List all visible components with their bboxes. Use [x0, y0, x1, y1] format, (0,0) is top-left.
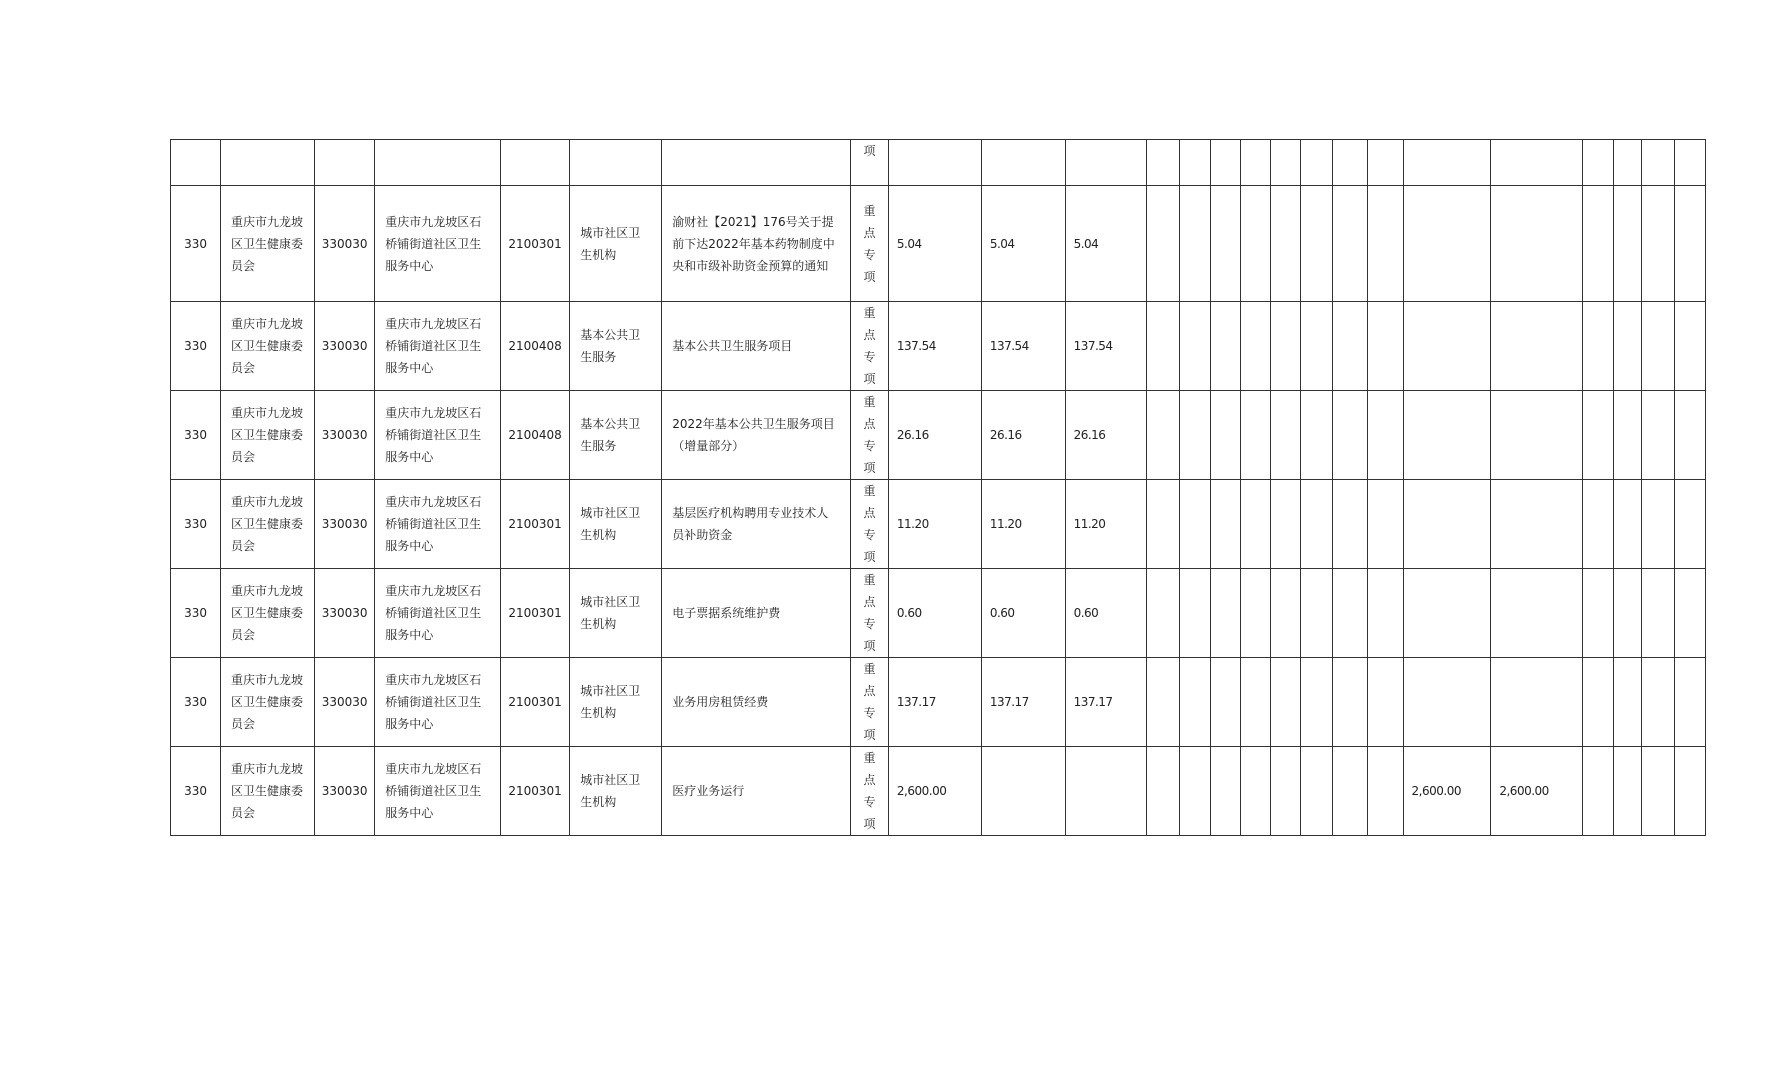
- cell-empty: [1270, 391, 1301, 480]
- cell-empty: [1613, 140, 1642, 186]
- type-char: 点: [863, 773, 876, 787]
- cell-empty: [1270, 658, 1301, 747]
- cell-project-type: [851, 186, 889, 302]
- cell-empty: [1241, 140, 1271, 186]
- cell-amount-d: [1491, 186, 1583, 302]
- cell-empty: [1367, 658, 1403, 747]
- table-row: [171, 658, 1706, 747]
- cell-total: 26.16: [888, 391, 981, 480]
- cell-empty: [981, 140, 1065, 186]
- cell-unit-code: 330030: [314, 480, 374, 569]
- type-char: 重: [863, 573, 876, 587]
- cell-empty: [1675, 480, 1706, 569]
- cell-empty: [1583, 140, 1614, 186]
- cell-empty: [1179, 658, 1210, 747]
- cell-empty: [1367, 302, 1403, 391]
- cell-func-name: 城市社区卫生机构: [570, 569, 662, 658]
- cell-empty: [1642, 391, 1675, 480]
- cell-empty: [888, 140, 981, 186]
- type-char: 重: [863, 662, 876, 676]
- cell-empty: [1675, 569, 1706, 658]
- cell-amount-d: [1491, 569, 1583, 658]
- cell-amount-a: 11.20: [981, 480, 1065, 569]
- cell-empty: [1179, 186, 1210, 302]
- cell-empty: [1367, 480, 1403, 569]
- type-char: 重: [863, 484, 876, 498]
- cell-unit-name: 重庆市九龙坡区石桥铺街道社区卫生服务中心: [375, 569, 501, 658]
- cell-project-name: 业务用房租赁经费: [662, 658, 851, 747]
- budget-table: [170, 139, 1706, 836]
- cell-empty: [1367, 747, 1403, 836]
- type-char: 项: [863, 817, 876, 831]
- cell-dept-name: 重庆市九龙坡区卫生健康委员会: [221, 302, 315, 391]
- type-char: 专: [863, 617, 876, 631]
- cell-empty: [1241, 186, 1271, 302]
- cell-empty: [1613, 391, 1642, 480]
- type-char: 点: [863, 595, 876, 609]
- cell-empty: [500, 140, 569, 186]
- table-row: [171, 186, 1706, 302]
- type-char: 专: [863, 247, 876, 262]
- cell-empty: [1241, 569, 1271, 658]
- cell-empty: [1642, 186, 1675, 302]
- cell-total: 2,600.00: [888, 747, 981, 836]
- cell-amount-d: [1491, 658, 1583, 747]
- type-char: 项: [863, 550, 876, 564]
- cell-unit-code: 330030: [314, 747, 374, 836]
- type-char: 点: [863, 684, 876, 698]
- cell-empty: [1147, 480, 1180, 569]
- cell-func-code: 2100408: [500, 302, 569, 391]
- cell-func-name: 城市社区卫生机构: [570, 658, 662, 747]
- cell-amount-b: 5.04: [1065, 186, 1147, 302]
- type-char: 点: [863, 417, 876, 431]
- cell-amount-b: [1065, 747, 1147, 836]
- cell-type-continuation: [851, 140, 889, 186]
- cell-empty: [1675, 140, 1706, 186]
- cell-func-code: 2100301: [500, 480, 569, 569]
- type-char: 点: [863, 328, 876, 342]
- cell-empty: [1147, 569, 1180, 658]
- cell-empty: [1270, 302, 1301, 391]
- cell-empty: [1301, 658, 1333, 747]
- cell-total: 0.60: [888, 569, 981, 658]
- type-char: 点: [863, 225, 876, 240]
- cell-dept-name: 重庆市九龙坡区卫生健康委员会: [221, 391, 315, 480]
- cell-empty: [1583, 302, 1614, 391]
- cell-empty: [1065, 140, 1147, 186]
- cell-dept-name: 重庆市九龙坡区卫生健康委员会: [221, 747, 315, 836]
- cell-dept-code: 330: [171, 747, 221, 836]
- cell-empty: [1270, 480, 1301, 569]
- cell-amount-b: 0.60: [1065, 569, 1147, 658]
- cell-empty: [1179, 747, 1210, 836]
- cell-dept-code: 330: [171, 186, 221, 302]
- cell-empty: [1301, 140, 1333, 186]
- cell-empty: [1210, 140, 1241, 186]
- cell-amount-b: 137.17: [1065, 658, 1147, 747]
- cell-empty: [1241, 302, 1271, 391]
- cell-empty: [1301, 569, 1333, 658]
- cell-amount-a: 5.04: [981, 186, 1065, 302]
- cell-empty: [1210, 302, 1241, 391]
- cell-dept-name: 重庆市九龙坡区卫生健康委员会: [221, 569, 315, 658]
- cell-empty: [1613, 480, 1642, 569]
- type-char: 专: [863, 439, 876, 453]
- cell-empty: [1613, 747, 1642, 836]
- cell-total: 137.54: [888, 302, 981, 391]
- type-char: 重: [863, 751, 876, 765]
- cell-empty: [1642, 658, 1675, 747]
- cell-empty: [570, 140, 662, 186]
- cell-func-name: 城市社区卫生机构: [570, 186, 662, 302]
- cell-func-code: 2100301: [500, 186, 569, 302]
- cell-empty: [1147, 391, 1180, 480]
- cell-func-name: 基本公共卫生服务: [570, 391, 662, 480]
- cell-func-code: 2100301: [500, 747, 569, 836]
- type-char: 项: [863, 372, 876, 386]
- type-char: 项: [863, 461, 876, 475]
- cell-empty: [662, 140, 851, 186]
- cell-dept-code: 330: [171, 569, 221, 658]
- cell-func-name: 城市社区卫生机构: [570, 747, 662, 836]
- cell-dept-code: 330: [171, 302, 221, 391]
- cell-amount-b: 11.20: [1065, 480, 1147, 569]
- cell-project-type: [851, 391, 889, 480]
- cell-empty: [1613, 186, 1642, 302]
- cell-unit-code: 330030: [314, 658, 374, 747]
- cell-empty: [1642, 140, 1675, 186]
- cell-unit-name: 重庆市九龙坡区石桥铺街道社区卫生服务中心: [375, 302, 501, 391]
- cell-empty: [1147, 747, 1180, 836]
- table-row: [171, 747, 1706, 836]
- cell-empty: [1675, 186, 1706, 302]
- cell-empty: [1179, 391, 1210, 480]
- cell-amount-c: 2,600.00: [1403, 747, 1491, 836]
- cell-amount-c: [1403, 480, 1491, 569]
- cell-empty: [1613, 302, 1642, 391]
- cell-amount-c: [1403, 569, 1491, 658]
- cell-amount-a: 137.17: [981, 658, 1065, 747]
- cell-func-code: 2100301: [500, 658, 569, 747]
- table-row: [171, 391, 1706, 480]
- cell-unit-name: 重庆市九龙坡区石桥铺街道社区卫生服务中心: [375, 391, 501, 480]
- cell-empty: [1301, 747, 1333, 836]
- cell-project-name: 基层医疗机构聘用专业技术人员补助资金: [662, 480, 851, 569]
- cell-empty: [1210, 480, 1241, 569]
- cell-empty: [1210, 569, 1241, 658]
- cell-project-name: 电子票据系统维护费: [662, 569, 851, 658]
- cell-unit-name: 重庆市九龙坡区石桥铺街道社区卫生服务中心: [375, 480, 501, 569]
- cell-func-code: 2100408: [500, 391, 569, 480]
- type-char: 专: [863, 795, 876, 809]
- cell-amount-c: [1403, 391, 1491, 480]
- cell-empty: [1333, 658, 1368, 747]
- cell-dept-code: 330: [171, 480, 221, 569]
- cell-empty: [1301, 302, 1333, 391]
- type-char: 专: [863, 706, 876, 720]
- continuation-row: [171, 140, 1706, 186]
- cell-unit-code: 330030: [314, 391, 374, 480]
- type-char: 专: [863, 528, 876, 542]
- cell-func-name: 基本公共卫生服务: [570, 302, 662, 391]
- cell-empty: [1270, 747, 1301, 836]
- cell-empty: [1367, 569, 1403, 658]
- cell-amount-d: 2,600.00: [1491, 747, 1583, 836]
- type-char: 重: [863, 203, 876, 218]
- cell-empty: [1675, 747, 1706, 836]
- cell-empty: [1301, 186, 1333, 302]
- cell-empty: [1675, 302, 1706, 391]
- cell-empty: [1147, 658, 1180, 747]
- cell-project-name: 医疗业务运行: [662, 747, 851, 836]
- cell-amount-c: [1403, 186, 1491, 302]
- cell-empty: [1367, 391, 1403, 480]
- cell-empty: [1241, 658, 1271, 747]
- cell-unit-name: 重庆市九龙坡区石桥铺街道社区卫生服务中心: [375, 658, 501, 747]
- cell-empty: [1613, 569, 1642, 658]
- cell-empty: [1367, 186, 1403, 302]
- cell-empty: [1147, 186, 1180, 302]
- cell-empty: [1583, 569, 1614, 658]
- cell-empty: [1210, 186, 1241, 302]
- table-row: [171, 480, 1706, 569]
- cell-dept-code: 330: [171, 391, 221, 480]
- cell-empty: [1583, 186, 1614, 302]
- cell-amount-a: 0.60: [981, 569, 1065, 658]
- cell-empty: [1642, 569, 1675, 658]
- cell-empty: [1491, 140, 1583, 186]
- cell-amount-d: [1491, 391, 1583, 480]
- cell-amount-c: [1403, 302, 1491, 391]
- cell-func-name: 城市社区卫生机构: [570, 480, 662, 569]
- type-char: 项: [863, 269, 876, 284]
- cell-empty: [1333, 186, 1368, 302]
- table-row: [171, 569, 1706, 658]
- cell-empty: [375, 140, 501, 186]
- cell-empty: [1301, 391, 1333, 480]
- cell-empty: [1333, 569, 1368, 658]
- cell-empty: [1179, 140, 1210, 186]
- cell-empty: [1333, 480, 1368, 569]
- cell-empty: [1333, 747, 1368, 836]
- cell-empty: [1642, 302, 1675, 391]
- cell-project-type: [851, 569, 889, 658]
- cell-project-name: 渝财社【2021】176号关于提前下达2022年基本药物制度中央和市级补助资金预算的通知: [662, 186, 851, 302]
- cell-project-type: [851, 302, 889, 391]
- cell-empty: [1241, 391, 1271, 480]
- type-char: 项: [863, 728, 876, 742]
- cell-project-name: 基本公共卫生服务项目: [662, 302, 851, 391]
- cell-empty: [1210, 391, 1241, 480]
- cell-total: 137.17: [888, 658, 981, 747]
- cell-total: 11.20: [888, 480, 981, 569]
- cell-empty: [1210, 658, 1241, 747]
- cell-unit-code: 330030: [314, 302, 374, 391]
- cell-empty: [1270, 140, 1301, 186]
- cell-empty: [221, 140, 315, 186]
- cell-empty: [1642, 747, 1675, 836]
- cell-unit-code: 330030: [314, 186, 374, 302]
- cell-empty: [1613, 658, 1642, 747]
- type-char: 点: [863, 506, 876, 520]
- cell-project-type: [851, 747, 889, 836]
- cell-empty: [1179, 302, 1210, 391]
- cell-empty: [1333, 140, 1368, 186]
- table-body: [171, 140, 1706, 836]
- cell-amount-d: [1491, 302, 1583, 391]
- cell-empty: [1241, 480, 1271, 569]
- table-row: [171, 302, 1706, 391]
- cell-empty: [171, 140, 221, 186]
- cell-amount-a: [981, 747, 1065, 836]
- cell-amount-d: [1491, 480, 1583, 569]
- type-char: 项: [863, 639, 876, 653]
- cell-empty: [1179, 569, 1210, 658]
- cell-project-type: [851, 658, 889, 747]
- cell-empty: [1403, 140, 1491, 186]
- cell-empty: [1241, 747, 1271, 836]
- cell-empty: [1270, 186, 1301, 302]
- cell-empty: [1583, 480, 1614, 569]
- cell-unit-name: 重庆市九龙坡区石桥铺街道社区卫生服务中心: [375, 186, 501, 302]
- cell-amount-b: 137.54: [1065, 302, 1147, 391]
- cell-empty: [1270, 569, 1301, 658]
- cell-empty: [1642, 480, 1675, 569]
- cell-empty: [1583, 391, 1614, 480]
- cell-empty: [1333, 302, 1368, 391]
- cell-amount-c: [1403, 658, 1491, 747]
- cell-dept-name: 重庆市九龙坡区卫生健康委员会: [221, 480, 315, 569]
- cell-empty: [1147, 140, 1180, 186]
- cell-project-type: [851, 480, 889, 569]
- type-char: 重: [863, 306, 876, 320]
- cell-empty: [1367, 140, 1403, 186]
- cell-empty: [1301, 480, 1333, 569]
- cell-empty: [1675, 391, 1706, 480]
- cell-empty: [1583, 747, 1614, 836]
- cell-amount-a: 26.16: [981, 391, 1065, 480]
- cell-empty: [1583, 658, 1614, 747]
- cell-dept-name: 重庆市九龙坡区卫生健康委员会: [221, 658, 315, 747]
- cell-amount-b: 26.16: [1065, 391, 1147, 480]
- cell-empty: [314, 140, 374, 186]
- cell-empty: [1333, 391, 1368, 480]
- cell-total: 5.04: [888, 186, 981, 302]
- type-char: 专: [863, 350, 876, 364]
- cell-unit-code: 330030: [314, 569, 374, 658]
- type-char: 项: [863, 144, 876, 158]
- cell-empty: [1147, 302, 1180, 391]
- cell-dept-code: 330: [171, 658, 221, 747]
- cell-empty: [1210, 747, 1241, 836]
- cell-empty: [1179, 480, 1210, 569]
- cell-func-code: 2100301: [500, 569, 569, 658]
- cell-amount-a: 137.54: [981, 302, 1065, 391]
- type-char: 重: [863, 395, 876, 409]
- cell-empty: [1675, 658, 1706, 747]
- cell-unit-name: 重庆市九龙坡区石桥铺街道社区卫生服务中心: [375, 747, 501, 836]
- cell-dept-name: 重庆市九龙坡区卫生健康委员会: [221, 186, 315, 302]
- cell-project-name: 2022年基本公共卫生服务项目（增量部分）: [662, 391, 851, 480]
